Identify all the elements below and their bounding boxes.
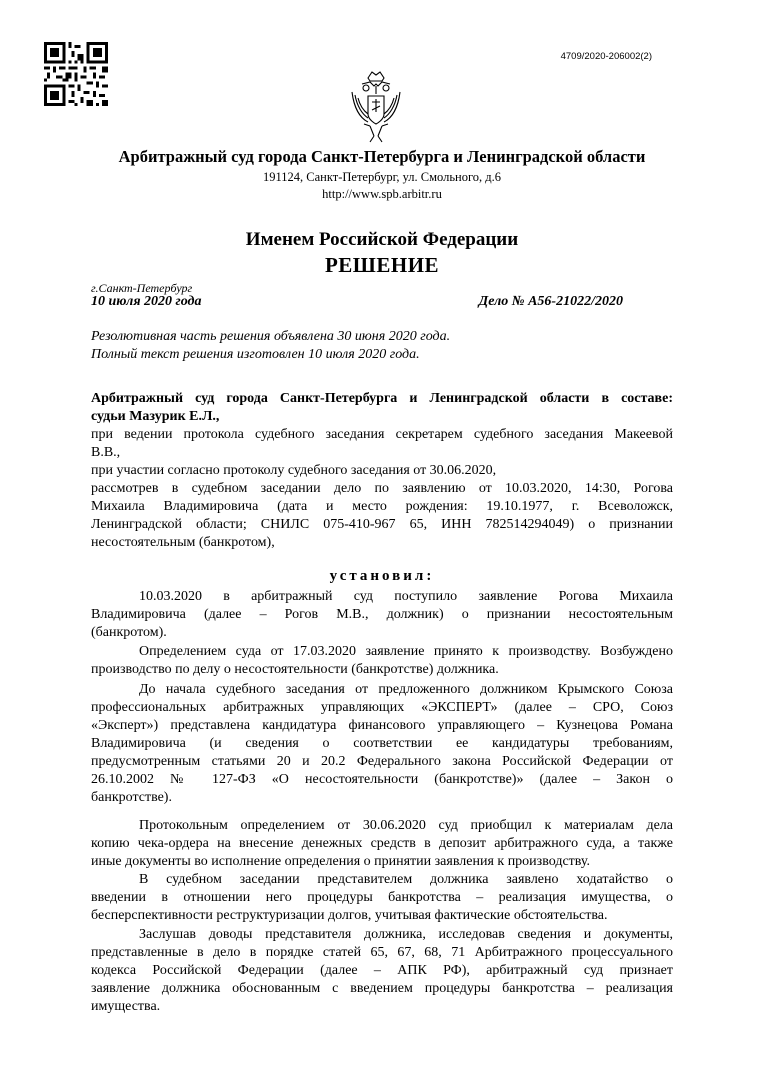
intro-paragraph bbox=[91, 426, 673, 552]
russian-coat-of-arms-icon bbox=[348, 68, 404, 144]
decision-title: РЕШЕНИЕ bbox=[324, 253, 440, 277]
paragraph-3 bbox=[91, 681, 673, 807]
intro-line: при участии согласно протоколу судебного заседания от 30.06.2020, bbox=[91, 463, 497, 478]
full-text-prepared: Полный текст решения изготовлен 10 июля 2020 года. bbox=[91, 347, 420, 362]
intro-line: Ленинградской области; СНИЛС 075-410-967 65, ИНН 782514294049) о признании bbox=[91, 517, 673, 532]
text-line: бесперспективности реструктуризации долгов, учитывая фактические обстоятельства. bbox=[91, 908, 608, 923]
paragraph-1 bbox=[91, 588, 673, 642]
text-line: Заслушав доводы представителя должника, исследовав сведения и документы, bbox=[139, 927, 673, 942]
court-address: 191124, Санкт-Петербург, ул. Смольного, д.6 bbox=[262, 170, 502, 184]
court-website: http://www.spb.arbitr.ru bbox=[322, 187, 442, 201]
composition-line: Арбитражный суд города Санкт-Петербурга и Ленинградской области в составе: bbox=[91, 391, 673, 406]
established-heading: установил: bbox=[329, 568, 435, 584]
text-line: Определением суда от 17.03.2020 заявление принято к производству. Возбуждено bbox=[139, 644, 673, 659]
paragraph-6 bbox=[91, 926, 673, 1016]
text-line: представленные в дело в порядке статей 65, 67, 68, 71 Арбитражного процессуального bbox=[91, 945, 673, 960]
judge-line: судьи Мазурик Е.Л., bbox=[91, 409, 220, 424]
text-line: иные документы во исполнение определения о принятии заявления к производству. bbox=[91, 854, 591, 869]
court-name: Арбитражный суд города Санкт-Петербурга и Ленинградской области bbox=[118, 147, 646, 166]
case-number: Дело № А56-21022/2020 bbox=[478, 294, 623, 309]
decision-date: 10 июля 2020 года bbox=[91, 294, 202, 309]
text-line: производство по делу о несостоятельности (банкротстве) должника. bbox=[91, 662, 499, 677]
resolution-announced: Резолютивная часть решения объявлена 30 июня 2020 года. bbox=[91, 329, 451, 344]
qr-code-icon bbox=[44, 42, 108, 106]
text-line: (банкротом). bbox=[91, 625, 167, 640]
text-line: До начала судебного заседания от предложенного должником Крымского Союза bbox=[139, 682, 673, 697]
text-line: копию чека-ордера на внесение денежных средств в депозит арбитражного суда, а также bbox=[91, 836, 673, 851]
text-line: кодекса Российской Федерации (далее – АПК РФ), арбитражный суд признает bbox=[91, 963, 673, 978]
text-line: имущества. bbox=[91, 999, 161, 1014]
text-line: 26.10.2002 № 127-ФЗ «О несостоятельности (банкротстве)» (далее – Закон о bbox=[91, 772, 673, 787]
text-line: банкротстве). bbox=[91, 790, 172, 805]
intro-line: при ведении протокола судебного заседания секретарем судебного заседания Макеевой bbox=[91, 427, 673, 442]
paragraph-5 bbox=[91, 871, 673, 925]
text-line: введении в отношении него процедуры банкротства – реализация имущества, о bbox=[91, 890, 673, 905]
text-line: 10.03.2020 в арбитражный суд поступило заявление Рогова Михаила bbox=[139, 589, 673, 604]
court-composition bbox=[91, 390, 673, 426]
in-the-name-heading: Именем Российской Федерации bbox=[245, 229, 519, 250]
text-line: предусмотренным статьями 20 и 20.2 Федерального закона Российской Федерации от bbox=[91, 754, 673, 769]
text-line: Владимировича (далее – Рогов М.В., должник) о признании несостоятельным bbox=[91, 607, 673, 622]
text-line: Владимировича (и сведения о соответствии ее кандидатуры требованиям, bbox=[91, 736, 673, 751]
paragraph-2 bbox=[91, 643, 673, 679]
intro-line: В.В., bbox=[91, 445, 121, 460]
text-line: заявление должника обоснованным с введением процедуры банкротства – реализация bbox=[91, 981, 673, 996]
intro-line: несостоятельным (банкротом), bbox=[91, 535, 275, 550]
text-line: Протокольным определением от 30.06.2020 суд приобщил к материалам дела bbox=[139, 818, 673, 833]
paragraph-4 bbox=[91, 817, 673, 871]
city: г.Санкт-Петербург bbox=[91, 281, 193, 295]
text-line: «Эксперт») представлена кандидатура финансового управляющего – Кузнецова Романа bbox=[91, 718, 673, 733]
text-line: В судебном заседании представителем должника заявлено ходатайство о bbox=[139, 872, 673, 887]
intro-line: Михаила Владимировича (дата и место рождения: 19.10.1977, г. Всеволожск, bbox=[91, 499, 673, 514]
intro-line: рассмотрев в судебном заседании дело по заявлению от 10.03.2020, 14:30, Рогова bbox=[91, 481, 673, 496]
document-number: 4709/2020-206002(2) bbox=[560, 51, 652, 62]
text-line: профессиональных арбитражных управляющих «ЭКСПЕРТ» (далее – СРО, Союз bbox=[91, 700, 673, 715]
